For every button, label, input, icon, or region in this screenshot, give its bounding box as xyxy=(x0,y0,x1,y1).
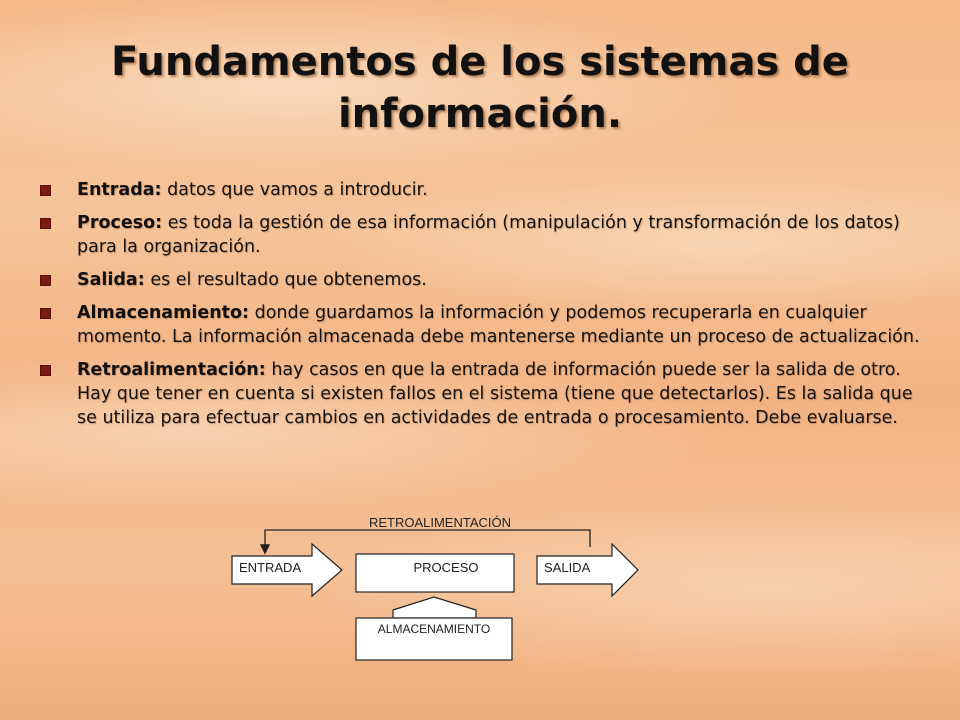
bullet-term: Almacenamiento: xyxy=(77,303,250,323)
bullet-term: Salida: xyxy=(77,270,145,290)
process-label: PROCESO xyxy=(413,560,479,575)
storage-label: ALMACENAMIENTO xyxy=(377,622,491,636)
bullet-text: hay casos en que la entrada de información puede ser la salida de otro. Hay que tener en cuenta si existen fallos en el sistema (tiene que detectarlos). Es la salida que se utiliza para efectuar cambios en actividades de entrada o procesamiento. Debe evaluarse. xyxy=(77,360,913,428)
bullet-text: es el resultado que obtenemos. xyxy=(144,270,427,290)
input-label: ENTRADA xyxy=(239,560,302,575)
slide-title: Fundamentos de los sistemas de información. xyxy=(111,39,849,137)
feedback-label: RETROALIMENTACIÓN xyxy=(368,515,512,530)
bullet-text: datos que vamos a introducir. xyxy=(161,180,428,200)
bullet-text: donde guardamos la información y podemos recuperarla en cualquier momento. La información almacenada debe mantenerse mediante un proceso de actualización. xyxy=(77,303,920,347)
storage-up-arrow xyxy=(393,597,476,618)
bullet-term: Retroalimentación: xyxy=(77,360,266,380)
output-label: SALIDA xyxy=(544,560,591,575)
bullet-term: Entrada: xyxy=(77,180,162,200)
bullet-term: Proceso: xyxy=(77,213,163,233)
bullet-text: es toda la gestión de esa información (manipulación y transformación de los datos) para la organización. xyxy=(77,213,900,257)
